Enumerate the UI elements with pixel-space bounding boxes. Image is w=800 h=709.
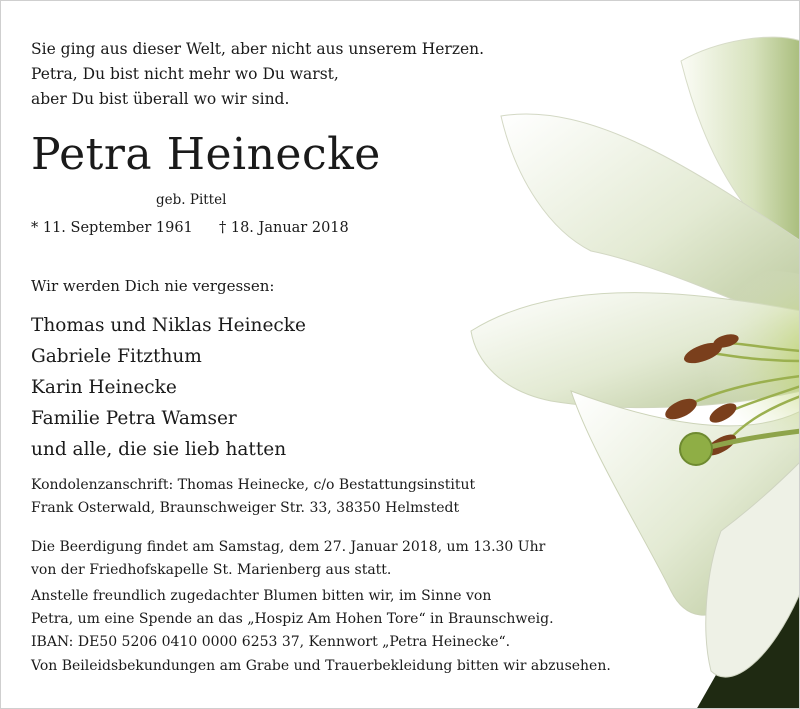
intro-line: aber Du bist überall wo wir sind. — [31, 90, 290, 108]
closing-note: Von Beileidsbekundungen am Grabe und Trauerbekleidung bitten wir abzusehen. — [31, 658, 611, 674]
intro-line: Petra, Du bist nicht mehr wo Du warst, — [31, 65, 339, 83]
donation-info — [31, 585, 554, 654]
deceased-name: Petra Heinecke — [31, 129, 381, 180]
birth-name: geb. Pittel — [156, 192, 227, 208]
funeral-info — [31, 536, 545, 582]
mourner: Gabriele Fitzthum — [31, 346, 202, 367]
mourner: Karin Heinecke — [31, 377, 177, 398]
mourner: und alle, die sie lieb hatten — [31, 439, 287, 460]
birth-date: * 11. September 1961 — [31, 220, 193, 236]
funeral-line: Die Beerdigung findet am Samstag, dem 27. Januar 2018, um 13.30 Uhr — [31, 539, 546, 555]
donation-line: Petra, um eine Spende an das „Hospiz Am Hohen Tore“ in Braunschweig. — [31, 611, 554, 627]
address-line: Frank Osterwald, Braunschweiger Str. 33, 38350 Helmstedt — [31, 500, 460, 516]
funeral-line: von der Friedhofskapelle St. Marienberg aus statt. — [31, 562, 392, 578]
intro-line: Sie ging aus dieser Welt, aber nicht aus unserem Herzen. — [31, 40, 485, 58]
death-date: † 18. Januar 2018 — [219, 220, 349, 236]
intro-verse — [31, 37, 484, 112]
donation-line: IBAN: DE50 5206 0410 0000 6253 37, Kennwort „Petra Heinecke“. — [31, 634, 511, 650]
address-line: Kondolenzanschrift: Thomas Heinecke, c/o Bestattungsinstitut — [31, 477, 476, 493]
mourners-list — [31, 310, 306, 465]
mourner: Familie Petra Wamser — [31, 408, 237, 429]
remembrance-line: Wir werden Dich nie vergessen: — [31, 277, 275, 295]
condolence-address — [31, 474, 475, 520]
mourner: Thomas und Niklas Heinecke — [31, 315, 306, 336]
donation-line: Anstelle freundlich zugedachter Blumen bitten wir, im Sinne von — [31, 588, 492, 604]
